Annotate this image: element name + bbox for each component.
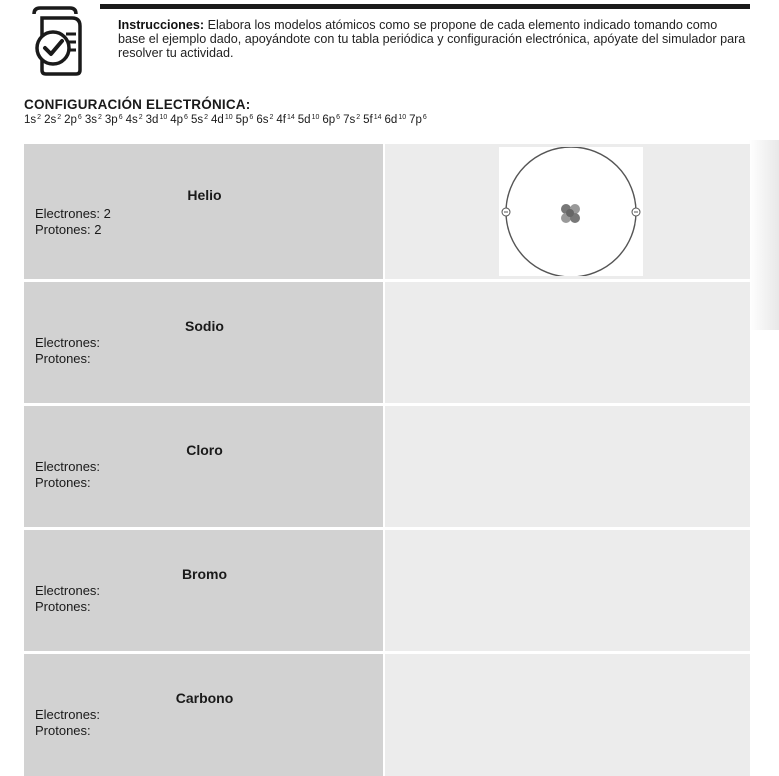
model-cell-carbono[interactable] [385, 654, 750, 776]
config-term [126, 114, 146, 126]
config-term [276, 114, 297, 126]
element-info [35, 459, 100, 491]
model-cell-sodio[interactable] [385, 282, 750, 406]
page-edge-shadow [749, 140, 779, 330]
config-term [343, 114, 363, 126]
element-name: Helio [187, 187, 222, 203]
orbital: 5d [297, 114, 311, 126]
orbital-exponent: 10 [398, 114, 407, 121]
orbital-exponent: 2 [57, 114, 62, 121]
protons-label: Protones: 2 [35, 222, 102, 237]
model-cell-bromo[interactable] [385, 530, 750, 654]
orbital: 2s [44, 114, 57, 126]
orbital: 4d [211, 114, 224, 126]
instructions-label: Instrucciones: [118, 18, 205, 32]
protons-label: Protones: [35, 723, 91, 738]
element-info [35, 707, 100, 739]
header-rule [100, 4, 750, 9]
orbital-exponent: 2 [204, 114, 209, 121]
config-term [236, 114, 257, 126]
electrons-label: Electrones: 2 [35, 206, 111, 221]
orbital-exponent: 2 [37, 114, 42, 121]
electron-minus-icon [632, 208, 640, 216]
model-cell-cloro[interactable] [385, 406, 750, 530]
elements-table [24, 144, 750, 776]
orbital: 3p [104, 114, 118, 126]
element-name: Cloro [186, 442, 223, 458]
config-term [146, 114, 171, 126]
electrons-label: Electrones: [35, 583, 101, 598]
element-name: Sodio [185, 318, 224, 334]
orbital: 3s [84, 114, 97, 126]
config-term [322, 114, 343, 126]
instructions-text: Elabora los modelos atómicos como se propone de cada elemento indicado tomando como base el ejemplo dado, apoyándote con tu tabla periódica y configuración electrónica, apóyate del simulador para resolver tu actividad. [118, 18, 746, 60]
orbital-exponent: 10 [311, 114, 320, 121]
orbital: 5p [235, 114, 249, 126]
orbital: 4f [276, 114, 286, 126]
config-term [298, 114, 323, 126]
orbital-exponent: 14 [373, 114, 382, 121]
orbital: 3d [145, 114, 159, 126]
nucleus [561, 204, 580, 223]
orbital-exponent: 10 [159, 114, 168, 121]
electron-minus-icon [502, 208, 510, 216]
orbital: 2p [64, 114, 77, 126]
element-cell-sodio [24, 282, 385, 406]
orbital-exponent: 6 [184, 114, 188, 121]
orbital-exponent: 2 [269, 114, 274, 121]
config-term [64, 114, 85, 126]
config-term [409, 114, 430, 126]
element-name: Carbono [175, 690, 234, 706]
orbital-exponent: 6 [249, 114, 254, 121]
electron-configuration [24, 114, 430, 126]
atom-model-helio [499, 147, 643, 276]
orbital: 6s [256, 114, 269, 126]
protons-label: Protones: [35, 599, 91, 614]
orbital-exponent: 2 [356, 114, 361, 121]
orbital: 1s [24, 114, 37, 126]
orbital-exponent: 6 [422, 114, 427, 121]
electrons-label: Electrones: [35, 459, 101, 474]
orbital-exponent: 6 [77, 114, 82, 121]
orbital: 6p [322, 114, 336, 126]
element-cell-carbono [24, 654, 385, 776]
electrons-label: Electrones: [35, 707, 101, 722]
config-term [363, 114, 384, 126]
orbital: 7s [343, 114, 356, 126]
model-cell-helio [385, 144, 750, 282]
orbital: 6d [384, 114, 398, 126]
orbital-exponent: 14 [286, 114, 295, 121]
orbital: 5f [363, 114, 373, 126]
config-term [191, 114, 211, 126]
orbital-exponent: 2 [97, 114, 102, 121]
orbital-exponent: 6 [336, 114, 341, 121]
orbital: 4p [170, 114, 184, 126]
orbital: 7p [409, 114, 422, 126]
config-term [105, 114, 126, 126]
config-term [256, 114, 276, 126]
config-term [44, 114, 64, 126]
orbital: 4s [125, 114, 138, 126]
config-term [24, 114, 44, 126]
electrons-label: Electrones: [35, 335, 101, 350]
orbital-exponent: 10 [224, 114, 233, 121]
element-cell-cloro [24, 406, 385, 530]
config-title: CONFIGURACIÓN ELECTRÓNICA: [24, 97, 251, 112]
protons-label: Protones: [35, 351, 91, 366]
orbital-exponent: 2 [138, 114, 143, 121]
element-info [35, 583, 100, 615]
config-term [211, 114, 236, 126]
element-cell-helio [24, 144, 385, 282]
config-term [170, 114, 191, 126]
orbital: 5s [190, 114, 204, 126]
orbital-exponent: 6 [118, 114, 123, 121]
element-cell-bromo [24, 530, 385, 654]
document-check-icon [26, 4, 96, 76]
element-name: Bromo [181, 566, 228, 582]
element-info [35, 335, 100, 367]
instructions [118, 18, 748, 60]
config-term [85, 114, 105, 126]
config-term [385, 114, 410, 126]
protons-label: Protones: [35, 475, 91, 490]
element-info [35, 206, 111, 238]
